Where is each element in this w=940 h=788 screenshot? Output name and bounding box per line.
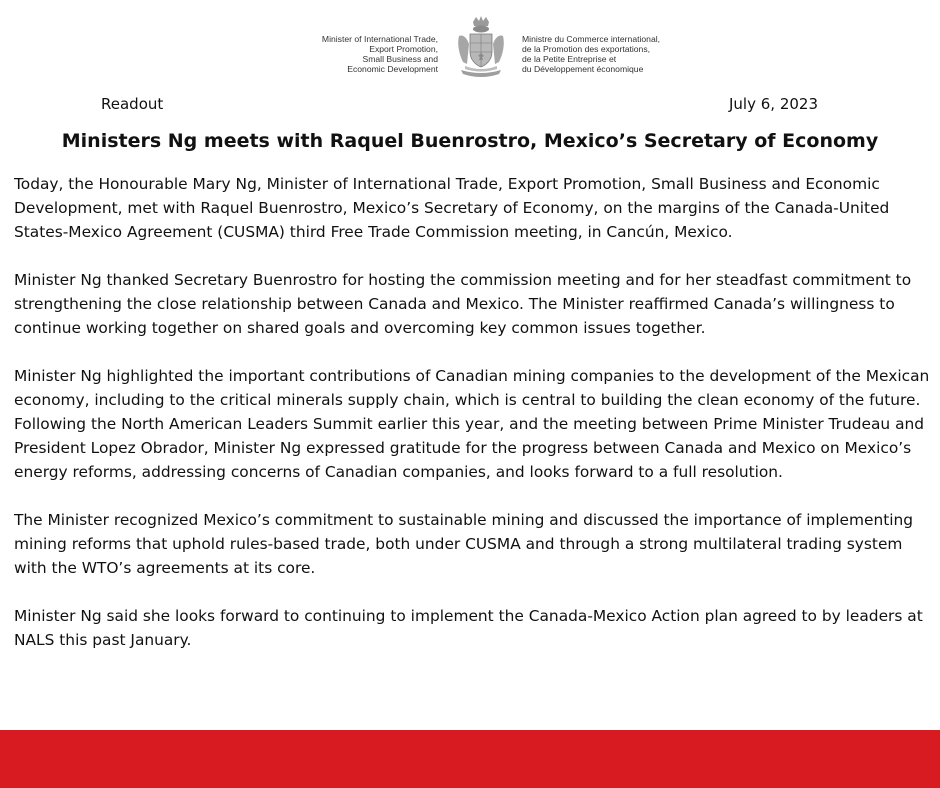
letterhead-french-line: de la Promotion des exportations,: [522, 44, 651, 54]
body-paragraph: Minister Ng said she looks forward to continuing to implement the Canada-Mexico Action plan agreed to by leaders at NALS this past January.: [14, 607, 923, 649]
page-title: Ministers Ng meets with Raquel Buenrostro, Mexico’s Secretary of Economy: [61, 130, 879, 152]
letterhead-english: [322, 34, 438, 74]
letterhead-french: [522, 34, 660, 74]
letterhead-english-line: Minister of International Trade,: [321, 34, 438, 44]
footer-bar: [0, 730, 940, 788]
letterhead-english-line: Export Promotion,: [369, 44, 438, 54]
letterhead-english-line: Small Business and: [362, 54, 438, 64]
letterhead-french-line: Ministre du Commerce international,: [522, 34, 661, 44]
letterhead-french-line: du Développement économique: [522, 64, 644, 74]
document-type: Readout: [101, 95, 164, 113]
letterhead: [0, 14, 940, 84]
document-body: [14, 172, 934, 676]
letterhead-french-line: de la Petite Entreprise et: [522, 54, 617, 64]
body-paragraph: Today, the Honourable Mary Ng, Minister of International Trade, Export Promotion, Small Business and Economic Development, met with Raquel Buenrostro, Mexico’s Secretary of Economy, on the margins of the Canada-United States-Mexico Agreement (CUSMA) third Free Trade Commission meeting, in Cancún, Mexico.: [14, 175, 890, 241]
document-date: July 6, 2023: [729, 95, 818, 113]
coat-of-arms-icon: [455, 14, 507, 82]
body-paragraph: Minister Ng highlighted the important contributions of Canadian mining companies to the development of the Mexican economy, including to the critical minerals supply chain, which is central to building the clean economy of the future. Following the North American Leaders Summit earlier this year, and the meeting between Prime Minister Trudeau and President Lopez Obrador, Minister Ng expressed gratitude for the progress between Canada and Mexico on Mexico’s energy reforms, addressing concerns of Canadian companies, and looks forward to a full resolution.: [14, 367, 930, 481]
letterhead-english-line: Economic Development: [347, 64, 438, 74]
body-paragraph: Minister Ng thanked Secretary Buenrostro for hosting the commission meeting and for her steadfast commitment to strengthening the close relationship between Canada and Mexico. The Minister reaffirmed Canada’s willingness to continue working together on shared goals and overcoming key common issues together.: [14, 271, 912, 337]
body-paragraph: The Minister recognized Mexico’s commitment to sustainable mining and discussed the importance of implementing mining reforms that uphold rules-based trade, both under CUSMA and through a strong multilateral trading system with the WTO’s agreements at its core.: [14, 511, 914, 577]
